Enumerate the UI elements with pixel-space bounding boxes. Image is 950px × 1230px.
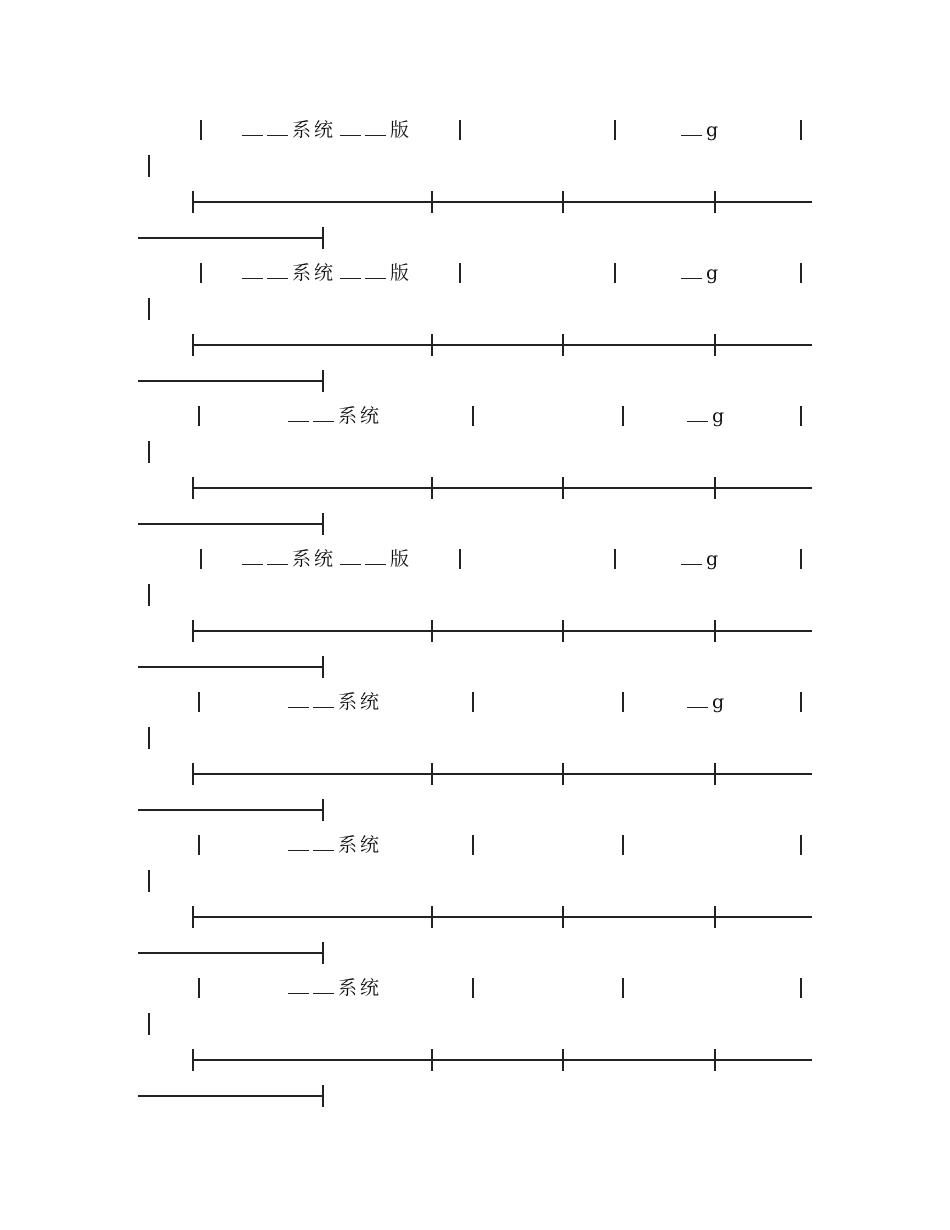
cell-border — [198, 406, 200, 426]
cell-border — [800, 692, 802, 712]
cell-border — [614, 263, 616, 283]
row-separator-continuation — [138, 809, 323, 811]
cell-border — [622, 978, 624, 998]
separator-tick — [322, 1085, 324, 1107]
cell-border — [459, 549, 461, 569]
table-row — [0, 976, 950, 1119]
system-label: 系统 — [338, 691, 383, 713]
row-separator — [192, 344, 812, 346]
blank-underline — [340, 550, 361, 565]
cell-border — [148, 155, 150, 177]
row-separator-continuation — [138, 952, 323, 954]
table-row — [0, 547, 950, 690]
separator-tick — [562, 763, 564, 785]
cell-border — [459, 263, 461, 283]
weight-unit: g — [706, 262, 722, 284]
system-field — [288, 978, 382, 998]
separator-tick — [431, 763, 433, 785]
cell-border — [148, 584, 150, 606]
row-separator-continuation — [138, 666, 323, 668]
cell-border — [614, 549, 616, 569]
separator-tick — [431, 1049, 433, 1071]
row-separator-continuation — [138, 1095, 323, 1097]
separator-tick — [714, 906, 716, 928]
table-row — [0, 404, 950, 547]
system-label: 系统 — [292, 119, 337, 141]
blank-underline — [242, 121, 263, 136]
row-separator-continuation — [138, 237, 323, 239]
cell-border — [200, 263, 202, 283]
blank-underline — [288, 693, 309, 708]
weight-field — [681, 549, 721, 569]
system-label: 系统 — [338, 405, 383, 427]
system-field — [288, 692, 382, 712]
separator-tick — [562, 1049, 564, 1071]
row-separator — [192, 773, 812, 775]
cell-border — [614, 120, 616, 140]
row-separator — [192, 1059, 812, 1061]
row-separator — [192, 487, 812, 489]
system-field — [242, 549, 412, 569]
table-row — [0, 118, 950, 261]
row-separator-continuation — [138, 523, 323, 525]
separator-tick — [714, 191, 716, 213]
separator-tick — [431, 620, 433, 642]
cell-border — [198, 978, 200, 998]
cell-border — [148, 1013, 150, 1035]
separator-tick — [192, 906, 194, 928]
system-field — [288, 406, 382, 426]
blank-underline — [340, 121, 361, 136]
separator-tick — [322, 942, 324, 964]
separator-tick — [431, 906, 433, 928]
blank-underline — [365, 264, 386, 279]
cell-border — [200, 549, 202, 569]
cell-border — [200, 120, 202, 140]
separator-tick — [431, 477, 433, 499]
weight-unit: g — [706, 119, 722, 141]
system-field — [242, 120, 412, 140]
cell-border — [459, 120, 461, 140]
cell-border — [472, 835, 474, 855]
blank-underline — [687, 693, 708, 708]
weight-unit: g — [712, 691, 728, 713]
weight-field — [687, 406, 727, 426]
cell-border — [148, 298, 150, 320]
edition-label: 版 — [390, 119, 413, 141]
row-separator-continuation — [138, 380, 323, 382]
separator-tick — [192, 477, 194, 499]
separator-tick — [322, 799, 324, 821]
blank-underline — [313, 407, 334, 422]
table-row — [0, 261, 950, 404]
cell-border — [800, 835, 802, 855]
blank-underline — [288, 979, 309, 994]
cell-border — [622, 406, 624, 426]
separator-tick — [714, 620, 716, 642]
separator-tick — [431, 191, 433, 213]
cell-border — [800, 406, 802, 426]
separator-tick — [322, 227, 324, 249]
row-separator — [192, 201, 812, 203]
blank-underline — [288, 407, 309, 422]
table-row — [0, 833, 950, 976]
cell-border — [622, 835, 624, 855]
weight-field — [681, 263, 721, 283]
weight-field — [681, 120, 721, 140]
separator-tick — [192, 620, 194, 642]
separator-tick — [192, 1049, 194, 1071]
separator-tick — [562, 477, 564, 499]
separator-tick — [714, 1049, 716, 1071]
weight-unit: g — [712, 405, 728, 427]
edition-label: 版 — [390, 548, 413, 570]
system-field — [288, 835, 382, 855]
blank-underline — [267, 550, 288, 565]
blank-underline — [242, 264, 263, 279]
separator-tick — [192, 191, 194, 213]
cell-border — [148, 441, 150, 463]
blank-underline — [365, 121, 386, 136]
blank-underline — [687, 407, 708, 422]
system-field — [242, 263, 412, 283]
blank-underline — [288, 836, 309, 851]
table-row — [0, 690, 950, 833]
blank-underline — [340, 264, 361, 279]
blank-underline — [267, 121, 288, 136]
cell-border — [472, 692, 474, 712]
system-label: 系统 — [292, 262, 337, 284]
separator-tick — [714, 334, 716, 356]
separator-tick — [322, 513, 324, 535]
separator-tick — [192, 334, 194, 356]
blank-underline — [313, 693, 334, 708]
cell-border — [472, 406, 474, 426]
separator-tick — [192, 763, 194, 785]
system-label: 系统 — [338, 834, 383, 856]
blank-underline — [267, 264, 288, 279]
separator-tick — [562, 191, 564, 213]
blank-underline — [681, 550, 702, 565]
blank-underline — [313, 979, 334, 994]
separator-tick — [562, 906, 564, 928]
cell-border — [148, 870, 150, 892]
separator-tick — [431, 334, 433, 356]
separator-tick — [714, 477, 716, 499]
cell-border — [800, 549, 802, 569]
cell-border — [800, 978, 802, 998]
system-label: 系统 — [292, 548, 337, 570]
separator-tick — [322, 370, 324, 392]
weight-field — [687, 692, 727, 712]
row-separator — [192, 630, 812, 632]
blank-underline — [681, 121, 702, 136]
separator-tick — [562, 334, 564, 356]
row-separator — [192, 916, 812, 918]
blank-underline — [313, 836, 334, 851]
cell-border — [800, 120, 802, 140]
cell-border — [198, 835, 200, 855]
edition-label: 版 — [390, 262, 413, 284]
cell-border — [472, 978, 474, 998]
cell-border — [800, 263, 802, 283]
cell-border — [198, 692, 200, 712]
system-label: 系统 — [338, 977, 383, 999]
cell-border — [622, 692, 624, 712]
cell-border — [148, 727, 150, 749]
separator-tick — [322, 656, 324, 678]
blank-underline — [242, 550, 263, 565]
separator-tick — [562, 620, 564, 642]
blank-underline — [681, 264, 702, 279]
weight-unit: g — [706, 548, 722, 570]
separator-tick — [714, 763, 716, 785]
blank-underline — [365, 550, 386, 565]
